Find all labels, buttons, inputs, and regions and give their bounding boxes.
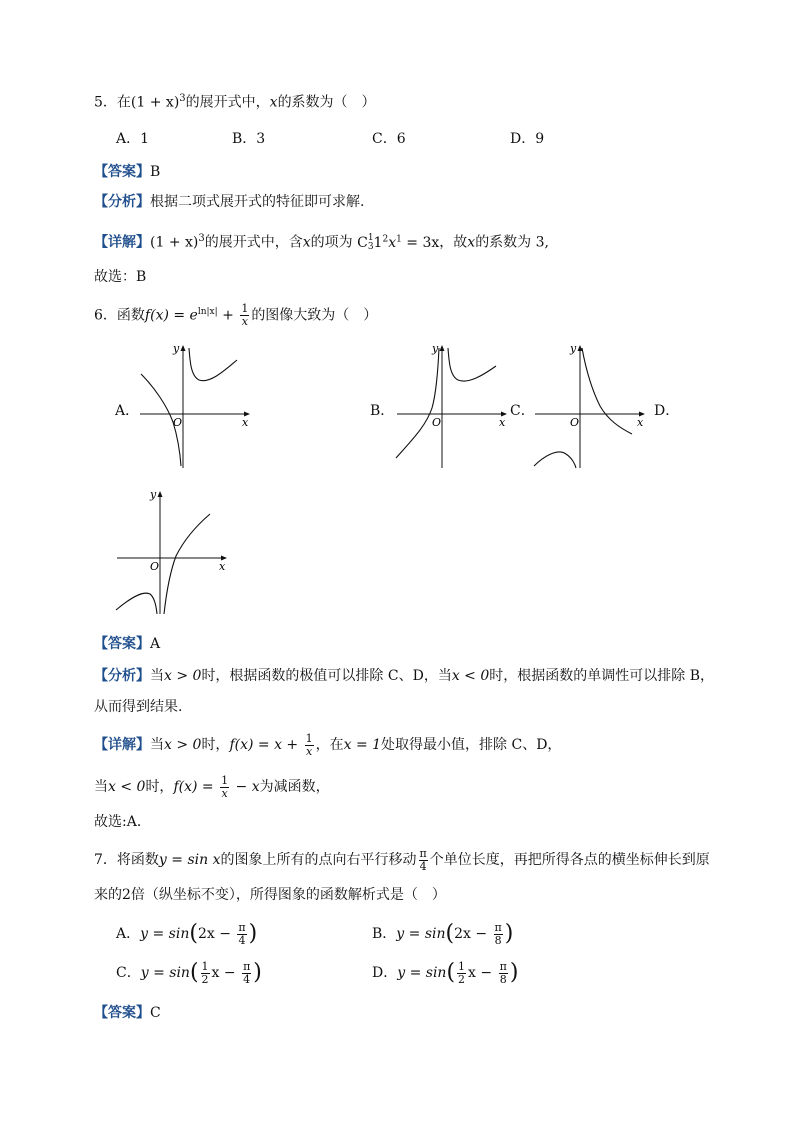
q6-answer: 【答案】A <box>94 636 161 652</box>
origin-label: O <box>432 416 442 429</box>
q6-analysis: 【分析】当x > 0时，根据函数的极值可以排除 C、D，当x < 0时，根据函数的单调性可以排除 B， <box>94 668 715 684</box>
origin-label: O <box>173 416 183 429</box>
y-axis-label: y <box>173 342 180 355</box>
y-axis-label: y <box>432 342 439 355</box>
q6-option-b-label: B． <box>370 403 395 419</box>
q6-option-d-label: D． <box>654 403 680 419</box>
q6-stem: 6．函数$f(x) = e^{ln|x|}$ + $\frac{1}{x}$ 的图像大致为（ ） <box>94 302 378 329</box>
q5-expr: (1 + x) <box>130 94 180 111</box>
q7-option-c: C．y = sin( $\frac{1}{2}$ x − $\frac{\pi}{4}$ ) <box>116 959 262 986</box>
x-axis-label: x <box>637 416 644 429</box>
q5-detail: 【详解】$(1 + x)^3$的展开式中，含x的项为 C 1 3 $1^2x^1 = 3x$，故x的系数为 3, <box>94 232 549 252</box>
q6-option-a-label: A． <box>115 403 140 419</box>
q7-answer: 【答案】C <box>94 1005 161 1021</box>
x-axis-label: x <box>242 416 249 429</box>
q5-option-a: A．1 <box>116 131 150 147</box>
q6-graph-c <box>530 340 650 474</box>
q5-answer: 【答案】B <box>94 164 161 180</box>
q6-graph-d <box>112 486 232 620</box>
q6-analysis-line2: 从而得到结果. <box>94 699 183 715</box>
q6-conclusion: 故选:A． <box>94 814 151 830</box>
q7-option-a: A．y = sin(2x − $\frac{\pi}{4}$ ) <box>116 920 258 947</box>
q7-option-d: D．y = sin( $\frac{1}{2}$ x − $\frac{\pi}{8}$ ) <box>372 959 519 986</box>
q5-option-c: C．6 <box>372 131 406 147</box>
q6-option-c-label: C． <box>510 403 535 419</box>
q7-option-b: B．y = sin(2x − $\frac{\pi}{8}$ ) <box>372 920 514 947</box>
q5-analysis: 【分析】根据二项式展开式的特征即可求解. <box>94 194 365 210</box>
y-axis-label: y <box>150 488 157 501</box>
q6-graph-a <box>135 340 255 474</box>
origin-label: O <box>150 560 160 573</box>
q5-conclusion: 故选：B <box>94 269 147 285</box>
x-axis-label: x <box>499 416 506 429</box>
q7-stem-line2: 来的2倍（纵坐标不变），所得图象的函数解析式是（ ） <box>94 887 446 903</box>
q7-stem: 7．将函数y = sin x的图象上所有的点向右平行移动 $\frac{\pi}{4}$ 个单位长度，再把所得各点的横坐标伸长到原 <box>94 846 710 873</box>
q5-stem: 5．在$(1 + x)^3$的展开式中，x的系数为（ ） <box>94 93 376 111</box>
q5-option-d: D．9 <box>510 131 545 147</box>
q5-detail-formula: C 1 3 $1^2x^1 = 3x$ <box>357 232 440 252</box>
q6-graph-b <box>392 340 512 474</box>
q6-detail-line2: 当x < 0时，f(x) = $\frac{1}{x}$ − x为减函数， <box>94 773 330 800</box>
y-axis-label: y <box>570 342 577 355</box>
x-axis-label: x <box>219 560 226 573</box>
origin-label: O <box>570 416 580 429</box>
q5-option-b: B．3 <box>232 131 266 147</box>
q6-detail: 【详解】当x > 0时，f(x) = x + $\frac{1}{x}$ ，在x = 1处取得最小值，排除 C、D， <box>94 731 562 758</box>
